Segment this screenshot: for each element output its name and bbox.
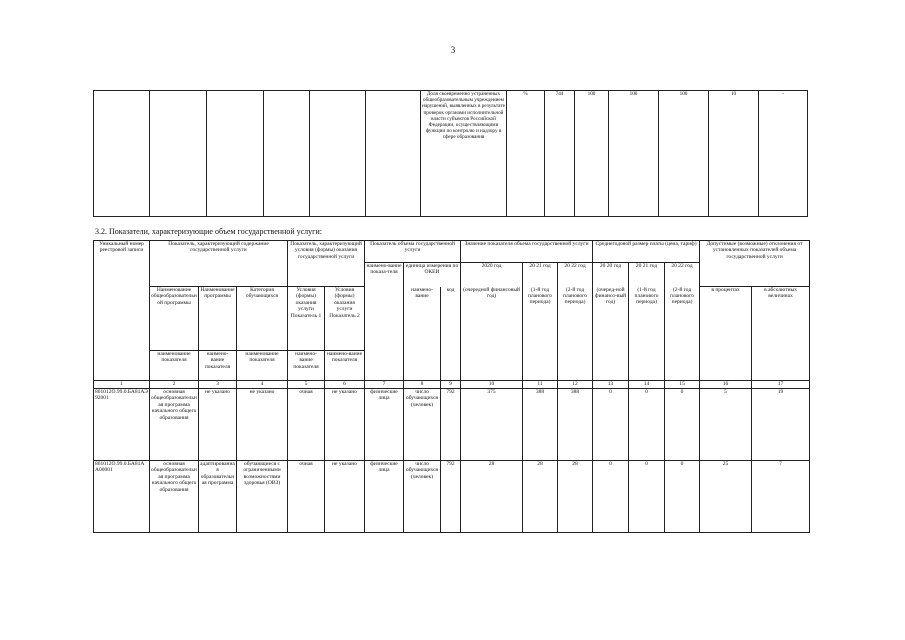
quality-value-2020: 100	[575, 91, 609, 217]
col-number: 4	[237, 381, 288, 389]
header-deviation: Допустимые (возможные) отклонения от установленных показателей объема государственной услуги	[700, 241, 810, 287]
header-dev-abs: в абсолютных величинах	[752, 287, 810, 381]
header-sub-category: Категория обучающихся	[237, 287, 288, 351]
row-condition-2: не указано	[325, 389, 365, 461]
col-number: 5	[288, 381, 325, 389]
header-unit-name: наимено-вание	[404, 287, 441, 381]
section-title: 3.2. Показатели, характеризующие объем государственной услуги:	[95, 227, 322, 236]
header-plan-year-1: (1-й год планового периода)	[523, 287, 558, 381]
page-number: 3	[450, 45, 456, 55]
header-unit-group: единица измерения по ОКЕИ	[404, 263, 461, 287]
col-number: 6	[325, 381, 365, 389]
header-values: Значение показателя объема государственной услуги	[461, 241, 593, 263]
empty-cell	[207, 91, 264, 217]
header-sub-program: Наименование общеобразовательной программы	[150, 287, 199, 351]
row-dev-percent: 5	[700, 389, 752, 461]
header-plan-year-2: (2-й год планового периода)	[558, 287, 593, 381]
quality-unit: %	[507, 91, 545, 217]
col-number: 7	[365, 381, 404, 389]
row-program-type: адаптированная образовательная программа	[199, 461, 237, 533]
quality-value-2022: 100	[659, 91, 709, 217]
row-value-2021: 28	[523, 461, 558, 533]
row-price-2020: 0	[593, 461, 629, 533]
row-unit: число обучающихся (человек)	[404, 389, 441, 461]
row-registry: 801012О.99.0.БА81АЭ92001	[94, 389, 150, 461]
header-volume-name: наимено-вание показа-теля	[365, 263, 404, 381]
col-number: 11	[523, 381, 558, 389]
row-price-2021: 0	[629, 389, 665, 461]
header-price-current: (очеред-ной финансо-вый год)	[593, 287, 629, 381]
row-value-2020: 28	[461, 461, 523, 533]
row-category: не указано	[237, 389, 288, 461]
row-program: основная общеобразовательная программа начального общего образования	[150, 389, 199, 461]
row-value-2021: 388	[523, 389, 558, 461]
header-dev-percent: в процентах	[700, 287, 752, 381]
row-condition-1: очная	[288, 389, 325, 461]
header-year-2020: 2020 год	[461, 263, 523, 287]
header-price-plan-2: (2-й год планового периода)	[665, 287, 700, 381]
header-year-2021: 20 21 год	[523, 263, 558, 287]
quality-value-2021: 100	[609, 91, 659, 217]
col-number: 1	[94, 381, 150, 389]
col-number: 3	[199, 381, 237, 389]
quality-dev-abs: -	[759, 91, 808, 217]
row-value-2022: 28	[558, 461, 593, 533]
col-number: 9	[441, 381, 461, 389]
col-number: 13	[593, 381, 629, 389]
quality-dev-percent: 10	[709, 91, 759, 217]
row-price-2022: 0	[665, 461, 700, 533]
row-condition-1: очная	[288, 461, 325, 533]
row-price-2021: 0	[629, 461, 665, 533]
empty-cell	[150, 91, 207, 217]
header-price-2021: 20 21 год	[629, 263, 665, 287]
header-content: Показатель, характеризующий содержание государственной услуги	[150, 241, 288, 287]
quality-indicator-name: Доля своевременно устраненных общеобразовательным учреждением нарушений, выявленных в результате проверок органами исполнительной власти субъектов Российской Федерации, осуществляющими функции по контролю и надзору в сфере образования	[421, 91, 507, 217]
header-name-3: наименование показателя	[237, 351, 288, 381]
header-sub-condition-2: Условия (формы) оказания услуги Показатель 2	[325, 287, 365, 351]
quality-okei: 744	[545, 91, 575, 217]
header-year-2022: 20 22 год	[558, 263, 593, 287]
row-dev-percent: 25	[700, 461, 752, 533]
row-indicator: физические лица	[365, 389, 404, 461]
header-conditions: Показатель, характеризующий условия (формы) оказания государственной услуги	[288, 241, 365, 287]
col-number: 16	[700, 381, 752, 389]
header-current-year: (очередной финансовый год)	[461, 287, 523, 381]
header-sub-program-name: Наименование программы	[199, 287, 237, 351]
col-number: 10	[461, 381, 523, 389]
row-indicator: физические лица	[365, 461, 404, 533]
col-number: 17	[752, 381, 810, 389]
empty-cell	[94, 91, 150, 217]
quality-table-continuation	[93, 90, 808, 217]
header-registry: Уникальный номер реестровой записи	[94, 241, 150, 381]
col-number: 15	[665, 381, 700, 389]
row-value-2020: 375	[461, 389, 523, 461]
row-dev-abs: 7	[752, 461, 810, 533]
row-value-2022: 388	[558, 389, 593, 461]
empty-cell	[366, 91, 421, 217]
col-number: 14	[629, 381, 665, 389]
header-volume-indicator: Показатель объема государственной услуги	[365, 241, 461, 263]
row-price-2020: 0	[593, 389, 629, 461]
volume-table	[93, 240, 810, 533]
col-number: 12	[558, 381, 593, 389]
row-code: 792	[441, 389, 461, 461]
row-registry: 801012О.99.0.БА81АА00001	[94, 461, 150, 533]
empty-cell	[310, 91, 366, 217]
row-program: основная общеобразовательная программа начального общего образования	[150, 461, 199, 533]
col-number: 8	[404, 381, 441, 389]
row-condition-2: не указано	[325, 461, 365, 533]
header-price-plan-1: (1-й год планового периода)	[629, 287, 665, 381]
header-name-1: наименование показателя	[150, 351, 199, 381]
row-unit: число обучающихся (человек)	[404, 461, 441, 533]
col-number: 2	[150, 381, 199, 389]
header-name-4: наимено-вание показателя	[288, 351, 325, 381]
row-category: обучающиеся с ограниченными возможностями здоровья (ОВЗ)	[237, 461, 288, 533]
row-program-type: не указано	[199, 389, 237, 461]
row-dev-abs: 19	[752, 389, 810, 461]
header-price-2020: 20 20 год	[593, 263, 629, 287]
header-name-2: наимено-вание показателя	[199, 351, 237, 381]
header-price: Среднегодовой размер платы (цена, тариф)	[593, 241, 700, 263]
header-name-5: наимено-вание показателя	[325, 351, 365, 381]
table-row	[94, 389, 810, 461]
table-row	[94, 461, 810, 533]
empty-cell	[264, 91, 310, 217]
row-code: 792	[441, 461, 461, 533]
header-price-2022: 20 22 год	[665, 263, 700, 287]
header-sub-condition-1: Условия (формы) оказания услуги Показатель 1	[288, 287, 325, 351]
header-unit-code: код	[441, 287, 461, 381]
row-price-2022: 0	[665, 389, 700, 461]
